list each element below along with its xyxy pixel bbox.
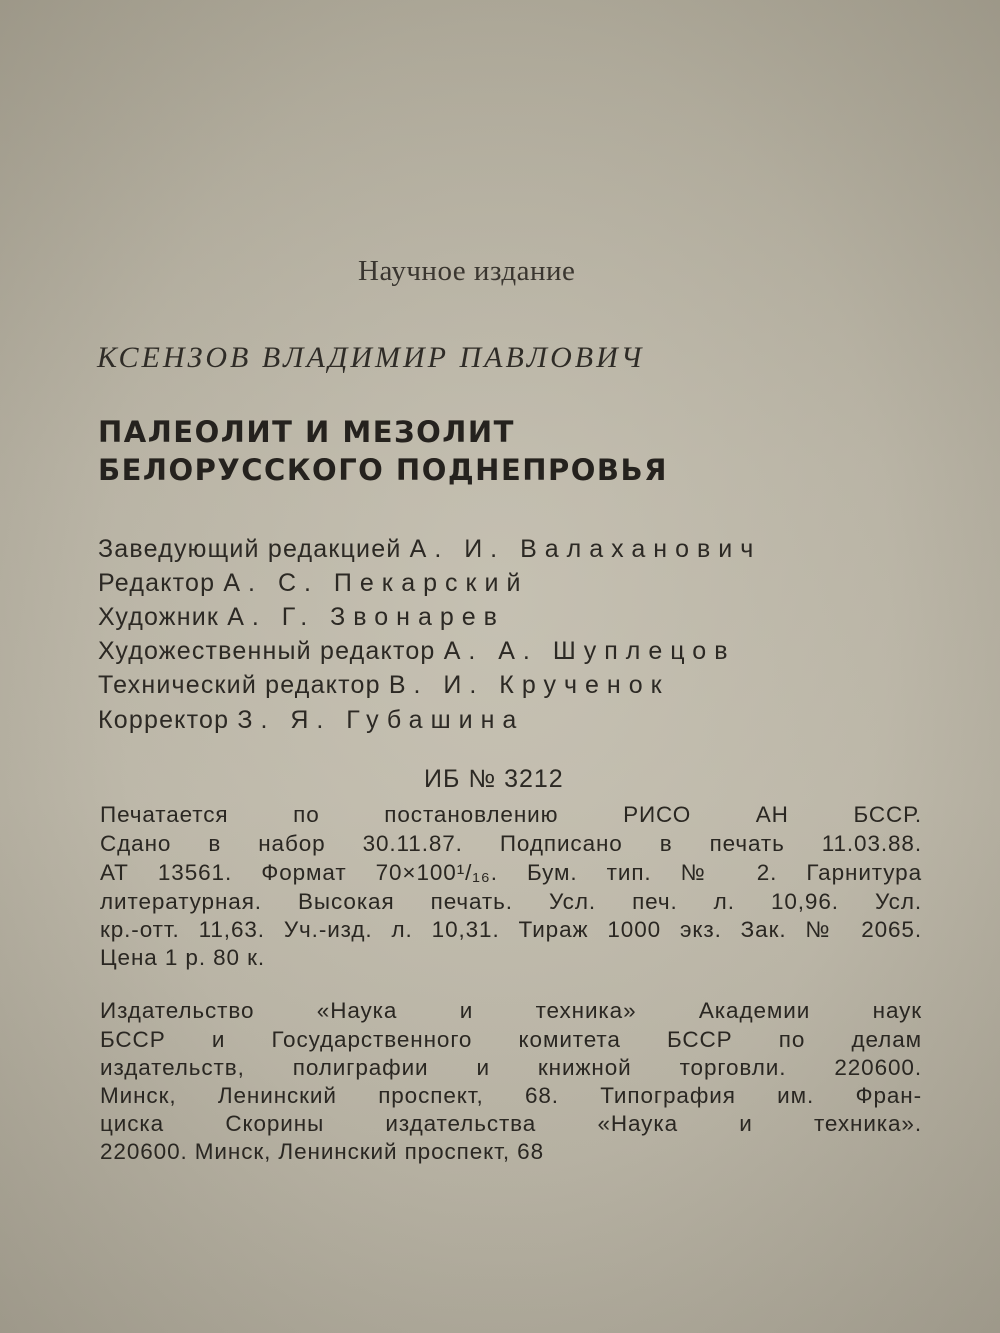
ib-number: ИБ № 3212 [424,765,564,793]
author-name: КСЕНЗОВ ВЛАДИМИР ПАВЛОВИЧ [97,341,645,374]
credit-line [98,673,670,698]
credit-line [98,571,528,596]
credit-role: Художник [98,603,220,631]
credit-role: Корректор [98,706,230,734]
credit-role: Заведующий редакцией [98,535,402,563]
credit-role: Редактор [98,569,216,597]
edition-type: Научное издание [358,255,576,287]
credit-line [98,537,761,562]
imprint-line: литературная. Высокая печать. Усл. печ. л. 10,96. Усл. [100,889,922,914]
book-title-line-1: ПАЛЕОЛИТ И МЕЗОЛИТ [98,415,515,449]
credit-role: Технический редактор [98,671,381,699]
credit-person: А. А. Шуплецов [443,637,736,665]
credit-line [98,708,524,733]
imprint-line: Сдано в набор 30.11.87. Подписано в печать 11.03.88. [100,831,922,856]
credit-role: Художественный редактор [98,637,436,665]
imprint-line: Печатается по постановлению РИСО АН БССР. [100,802,922,827]
publisher-line: 220600. Минск, Ленинский проспект, 68 [100,1139,544,1164]
publisher-line: Минск, Ленинский проспект, 68. Типография им. Фран- [100,1083,922,1108]
credit-person: А. С. Пекарский [223,569,529,597]
credit-person: З. Я. Губашина [237,706,525,734]
publisher-line: БССР и Государственного комитета БССР по делам [100,1027,922,1052]
publisher-line: Издательство «Наука и техника» Академии наук [100,998,922,1023]
publisher-line: циска Скорины издательства «Наука и техника». [100,1111,922,1136]
credit-line [98,639,736,664]
credit-person: В. И. Крученок [388,671,670,699]
credit-line [98,605,505,630]
credit-person: А. И. Валаханович [409,535,762,563]
imprint-line: Цена 1 р. 80 к. [100,945,266,970]
imprint-line: АТ 13561. Формат 70×100¹/₁₆. Бум. тип. № 2. Гарнитура [100,860,922,885]
publisher-line: издательств, полиграфии и книжной торговли. 220600. [100,1055,922,1080]
book-title-line-2: БЕЛОРУССКОГО ПОДНЕПРОВЬЯ [98,453,668,487]
credit-person: А. Г. Звонарев [227,603,505,631]
imprint-line: кр.-отт. 11,63. Уч.-изд. л. 10,31. Тираж 1000 экз. Зак. № 2065. [100,917,922,942]
